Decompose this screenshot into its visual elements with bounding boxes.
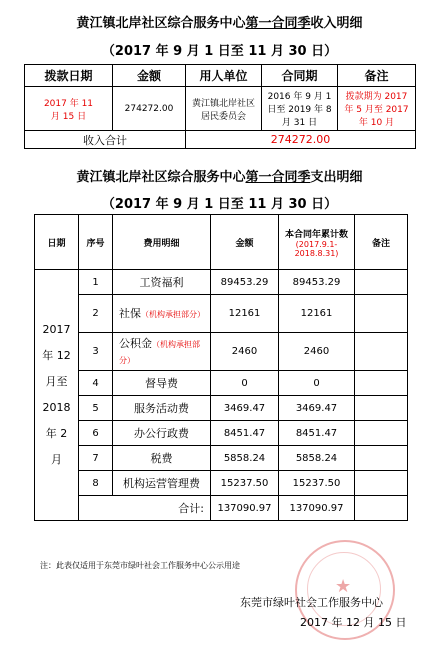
- expense-item-label: 办公行政费: [134, 427, 189, 440]
- expense-no: 4: [79, 371, 113, 396]
- table-row: [35, 421, 408, 446]
- income-title-season: 第一合同季: [245, 16, 311, 31]
- expense-total-amount: 137090.97: [211, 496, 279, 521]
- expense-cumulative: 8451.47: [279, 421, 355, 446]
- income-total-row: [25, 131, 416, 149]
- expense-item-label: 公积金: [119, 336, 152, 350]
- table-row: [35, 371, 408, 396]
- expense-item: [113, 446, 211, 471]
- expense-amount: 3469.47: [211, 396, 279, 421]
- expense-item: [113, 295, 211, 333]
- expense-header-cumulative-note: (2017.9.1-2018.8.31): [294, 239, 339, 258]
- expense-item-note: （机构承担部分）: [141, 309, 205, 319]
- expense-no: 2: [79, 295, 113, 333]
- income-date: 2017 年 11 月 15 日: [25, 87, 113, 131]
- income-contract-period: 2016 年 9 月 1 日至 2019 年 8 月 31 日: [262, 87, 338, 131]
- expense-header-date: 日期: [35, 215, 79, 270]
- income-header-contract: 合同期: [262, 65, 338, 87]
- income-amount: 274272.00: [113, 87, 186, 131]
- expense-item-label: 工资福利: [139, 276, 184, 289]
- expense-header-no: 序号: [79, 215, 113, 270]
- expense-item: [113, 371, 211, 396]
- expense-amount: 15237.50: [211, 471, 279, 496]
- expense-remark: [355, 471, 408, 496]
- footer-organization: 东莞市绿叶社会工作服务中心: [240, 596, 383, 609]
- expense-amount: 8451.47: [211, 421, 279, 446]
- income-title-suffix: 收入明细: [310, 16, 363, 31]
- expense-no: 5: [79, 396, 113, 421]
- expense-remark: [355, 421, 408, 446]
- expense-period: （2017 年 9 月 1 日至 11 月 30 日）: [101, 197, 338, 212]
- expense-remark: [355, 270, 408, 295]
- expense-title-prefix: 黄江镇北岸社区综合服务中心: [76, 170, 246, 185]
- expense-title-suffix: 支出明细: [310, 170, 363, 185]
- table-row: [35, 471, 408, 496]
- expense-header-item: 费用明细: [113, 215, 211, 270]
- expense-cumulative: 89453.29: [279, 270, 355, 295]
- expense-item-label: 税费: [150, 452, 173, 465]
- income-header-amount: 金额: [113, 65, 186, 87]
- expense-cumulative: 2460: [279, 333, 355, 371]
- expense-date-span: 2017 年 12 月至 2018 年 2 月: [35, 270, 79, 521]
- expense-item-label: 社保: [119, 306, 141, 320]
- income-table: [24, 64, 416, 149]
- expense-cumulative: 3469.47: [279, 396, 355, 421]
- expense-no: 7: [79, 446, 113, 471]
- table-row: [35, 396, 408, 421]
- expense-total-remark: [355, 496, 408, 521]
- expense-header-amount: 金额: [211, 215, 279, 270]
- expense-remark: [355, 295, 408, 333]
- expense-item-label: 服务活动费: [134, 402, 189, 415]
- expense-amount: 5858.24: [211, 446, 279, 471]
- expense-header-cumulative-label: 本合同年累计数: [284, 229, 348, 240]
- income-header-date: 拨款日期: [25, 65, 113, 87]
- expense-title: [0, 166, 439, 185]
- expense-item: [113, 421, 211, 446]
- expense-total-label: 合计:: [79, 496, 211, 521]
- expense-total-cumulative: 137090.97: [279, 496, 355, 521]
- table-row: [35, 446, 408, 471]
- expense-no: 8: [79, 471, 113, 496]
- expense-header-remark: 备注: [355, 215, 408, 270]
- table-row: [35, 295, 408, 333]
- expense-total-row: [35, 496, 408, 521]
- footer-date: 2017 年 12 月 15 日: [300, 616, 407, 629]
- expense-item: [113, 396, 211, 421]
- expense-no: 1: [79, 270, 113, 295]
- income-title-prefix: 黄江镇北岸社区综合服务中心: [76, 16, 246, 31]
- expense-amount: 2460: [211, 333, 279, 371]
- table-row: [35, 333, 408, 371]
- income-row: [25, 87, 416, 131]
- income-period: （2017 年 9 月 1 日至 11 月 30 日）: [101, 44, 338, 59]
- expense-cumulative: 15237.50: [279, 471, 355, 496]
- expense-table: [34, 214, 408, 521]
- expense-remark: [355, 446, 408, 471]
- income-total-label: 收入合计: [25, 131, 186, 149]
- expense-header-row: [35, 215, 408, 270]
- expense-remark: [355, 333, 408, 371]
- expense-item: [113, 471, 211, 496]
- income-header-employer: 用人单位: [186, 65, 262, 87]
- income-total-value: 274272.00: [186, 131, 416, 149]
- expense-no: 3: [79, 333, 113, 371]
- expense-title-season: 第一合同季: [245, 170, 311, 185]
- expense-item: [113, 270, 211, 295]
- expense-item: [113, 333, 211, 371]
- income-header-remark: 备注: [338, 65, 416, 87]
- expense-cumulative: 0: [279, 371, 355, 396]
- expense-cumulative: 12161: [279, 295, 355, 333]
- expense-remark: [355, 396, 408, 421]
- expense-amount: 89453.29: [211, 270, 279, 295]
- income-employer: 黄江镇北岸社区居民委员会: [186, 87, 262, 131]
- income-title: [0, 12, 439, 31]
- expense-header-cumulative: [279, 215, 355, 270]
- expense-remark: [355, 371, 408, 396]
- income-remark: 拨款期为 2017 年 5 月至 2017 年 10 月: [338, 87, 416, 131]
- expense-cumulative: 5858.24: [279, 446, 355, 471]
- income-header-row: [25, 65, 416, 87]
- expense-amount: 0: [211, 371, 279, 396]
- seal-star-icon: ★: [335, 576, 352, 597]
- expense-item-label: 督导费: [145, 377, 178, 390]
- expense-amount: 12161: [211, 295, 279, 333]
- expense-item-note: （机构承担部分）: [119, 339, 200, 365]
- footer-note: 注：此表仅适用于东莞市绿叶社会工作服务中心公示用途: [40, 561, 240, 570]
- expense-item-label: 机构运营管理费: [123, 477, 200, 490]
- table-row: [35, 270, 408, 295]
- expense-no: 6: [79, 421, 113, 446]
